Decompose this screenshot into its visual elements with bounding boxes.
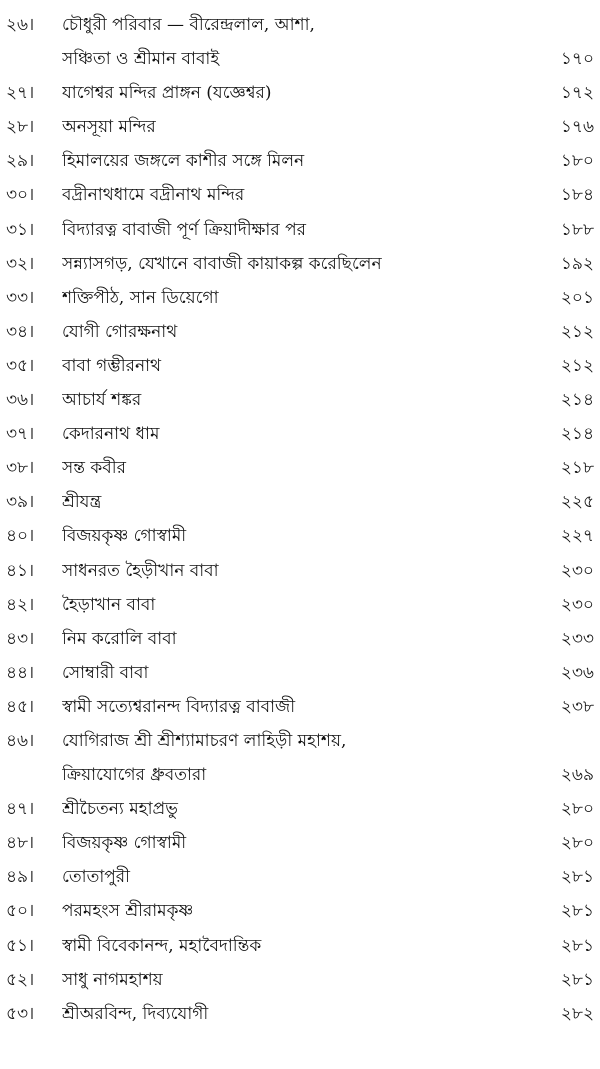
toc-entry <box>0 519 600 553</box>
entry-page-number: ২১২ <box>560 321 594 342</box>
entry-title-line: সোম্বারী বাবা <box>62 662 149 683</box>
entry-number: ২৯। <box>6 151 35 172</box>
toc-entry <box>0 826 600 860</box>
entry-title <box>62 894 530 928</box>
entry-page-number: ১৯২ <box>560 253 594 274</box>
entry-title-line: স্বামী বিবেকানন্দ, মহাবৈদান্তিক <box>62 935 262 956</box>
entry-page-number: ২৬৯ <box>560 765 594 786</box>
toc-entry <box>0 144 600 178</box>
entry-title-line: হিমালয়ের জঙ্গলে কাশীর সঙ্গে মিলন <box>62 151 305 172</box>
entry-number: ৪৫। <box>6 696 35 717</box>
toc-entry <box>0 417 600 451</box>
toc-entry <box>0 76 600 110</box>
toc-entry <box>0 451 600 485</box>
toc-entry <box>0 315 600 349</box>
toc-entry <box>0 588 600 622</box>
entry-page-number: ২৩০ <box>560 560 594 581</box>
entry-page-number: ২৩০ <box>560 594 594 615</box>
entry-page-number: ১৮৮ <box>560 219 594 240</box>
entry-title <box>62 929 530 963</box>
entry-title <box>62 451 530 485</box>
entry-title <box>62 213 530 247</box>
entry-title-line: বিদ্যারত্ন বাবাজী পূর্ণ ক্রিয়াদীক্ষার পর <box>62 219 306 240</box>
entry-title <box>62 622 530 656</box>
entry-title <box>62 76 530 110</box>
entry-number: ৪২। <box>6 594 35 615</box>
entry-number: ৪৭। <box>6 799 35 820</box>
entry-page-number: ২৮১ <box>560 867 594 888</box>
entry-title <box>62 690 530 724</box>
entry-number: ৩৫। <box>6 355 35 376</box>
entry-number: ৪১। <box>6 560 35 581</box>
entry-page-number: ২৮০ <box>560 799 594 820</box>
entry-title-line: ক্রিয়াযোগের ধ্রুবতারা <box>62 765 207 786</box>
entry-title <box>62 860 530 894</box>
toc-entry <box>0 963 600 997</box>
entry-title <box>62 997 530 1031</box>
entry-title <box>62 110 530 144</box>
toc-entry <box>0 281 600 315</box>
entry-title <box>62 485 530 519</box>
entry-title <box>62 8 530 76</box>
entry-title-line: কেদারনাথ ধাম <box>62 424 160 445</box>
entry-title <box>62 144 530 178</box>
entry-number: ২৮। <box>6 117 35 138</box>
entry-page-number: ২৩৮ <box>560 696 594 717</box>
entry-title-line: হৈড়াখান বাবা <box>62 594 156 615</box>
entry-title-line: সন্ন্যাসগড়, যেখানে বাবাজী কায়াকল্প করেছিলেন <box>62 253 382 274</box>
toc-entry <box>0 997 600 1031</box>
entry-page-number: ২২৫ <box>560 492 594 513</box>
entry-title <box>62 315 530 349</box>
entry-title <box>62 349 530 383</box>
entry-title-line: তোতাপুরী <box>62 867 131 888</box>
entry-number: ৪৪। <box>6 662 35 683</box>
toc-entry <box>0 247 600 281</box>
entry-title-line: নিম করোলি বাবা <box>62 628 177 649</box>
entry-title-line: শ্রীঅরবিন্দ, দিব্যযোগী <box>62 1003 209 1024</box>
entry-title <box>62 417 530 451</box>
entry-number: ৫১। <box>6 935 35 956</box>
entry-title <box>62 792 530 826</box>
toc-entry <box>0 178 600 212</box>
toc-entry <box>0 213 600 247</box>
entry-page-number: ২১৪ <box>560 390 594 411</box>
entry-page-number: ১৭০ <box>560 49 594 70</box>
entry-page-number: ২২৭ <box>560 526 594 547</box>
toc-entry <box>0 929 600 963</box>
toc-entry <box>0 792 600 826</box>
entry-title <box>62 656 530 690</box>
toc-entry <box>0 8 600 76</box>
entry-page-number: ২৩৩ <box>560 628 594 649</box>
toc-entry <box>0 383 600 417</box>
entry-page-number: ২১২ <box>560 355 594 376</box>
entry-number: ৩৬। <box>6 390 35 411</box>
entry-title-line: অনসূয়া মন্দির <box>62 117 156 138</box>
entry-number: ৫২। <box>6 969 35 990</box>
entry-page-number: ২৩৬ <box>560 662 594 683</box>
entry-number: ৩৮। <box>6 458 35 479</box>
entry-number: ৫৩। <box>6 1003 35 1024</box>
toc-entry <box>0 690 600 724</box>
entry-title-line: যোগিরাজ শ্রী শ্রীশ্যামাচরণ লাহিড়ী মহাশয়, <box>62 730 347 751</box>
entry-number: ৩৯। <box>6 492 35 513</box>
entry-title-line: শক্তিপীঠ, সান ডিয়েগো <box>62 287 219 308</box>
entry-page-number: ১৭৬ <box>560 117 594 138</box>
entry-page-number: ২৮২ <box>560 1003 594 1024</box>
entry-number: ৪৮। <box>6 833 35 854</box>
entry-title-line: শ্রীযন্ত্র <box>62 492 102 513</box>
entry-title <box>62 281 530 315</box>
entry-title-line: বিজয়কৃষ্ণ গোস্বামী <box>62 833 187 854</box>
entry-title <box>62 519 530 553</box>
entry-title <box>62 554 530 588</box>
entry-title <box>62 826 530 860</box>
entry-page-number: ২১৪ <box>560 424 594 445</box>
entry-title-line: চৌধুরী পরিবার — বীরেন্দ্রলাল, আশা, <box>62 15 315 35</box>
entry-title <box>62 963 530 997</box>
toc-entry <box>0 860 600 894</box>
entry-page-number: ২৮১ <box>560 969 594 990</box>
entry-number: ২৬। <box>6 15 35 35</box>
entry-title-line: বদ্রীনাথধামে বদ্রীনাথ মন্দির <box>62 185 245 206</box>
entry-title <box>62 247 530 281</box>
entry-title-line: স্বামী সত্যেশ্বরানন্দ বিদ্যারত্ন বাবাজী <box>62 696 296 717</box>
entry-number: ৩৩। <box>6 287 35 308</box>
entry-title <box>62 588 530 622</box>
entry-number: ৪৯। <box>6 867 35 888</box>
entry-title-line: যোগী গোরক্ষনাথ <box>62 321 178 342</box>
entry-page-number: ১৭২ <box>560 83 594 104</box>
entry-title-line: সন্ত কবীর <box>62 458 126 479</box>
toc-entry <box>0 622 600 656</box>
toc-entry <box>0 485 600 519</box>
entry-page-number: ২৮১ <box>560 935 594 956</box>
entry-number: ৩১। <box>6 219 35 240</box>
entry-title-line: বাবা গম্ভীরনাথ <box>62 355 162 376</box>
entry-title <box>62 178 530 212</box>
entry-title-line: শ্রীচৈতন্য মহাপ্রভু <box>62 799 178 820</box>
entry-number: ৩২। <box>6 253 35 274</box>
entry-title <box>62 383 530 417</box>
entry-title <box>62 724 530 792</box>
toc-entry <box>0 554 600 588</box>
toc-entry <box>0 894 600 928</box>
entry-title-line: যাগেশ্বর মন্দির প্রাঙ্গন (যজ্ঞেশ্বর) <box>62 83 272 104</box>
entry-number: ৩০। <box>6 185 35 206</box>
entry-number: ২৭। <box>6 83 35 104</box>
entry-number: ৩৪। <box>6 321 35 342</box>
entry-number: ৪০। <box>6 526 35 547</box>
entry-title-line: পরমহংস শ্রীরামকৃষ্ণ <box>62 901 194 922</box>
toc-entry <box>0 724 600 792</box>
entry-page-number: ২৮০ <box>560 833 594 854</box>
entry-title-line: বিজয়কৃষ্ণ গোস্বামী <box>62 526 187 547</box>
entry-title-line: সাধু নাগমহাশয় <box>62 969 163 990</box>
entry-number: ৩৭। <box>6 424 35 445</box>
entry-page-number: ১৮৪ <box>560 185 594 206</box>
toc-entry <box>0 110 600 144</box>
entry-page-number: ২০১ <box>560 287 594 308</box>
entry-number: ৫০। <box>6 901 35 922</box>
entry-page-number: ২১৮ <box>560 458 594 479</box>
entry-number: ৪৬। <box>6 730 35 751</box>
toc-entry <box>0 349 600 383</box>
entry-number: ৪৩। <box>6 628 35 649</box>
entry-page-number: ২৮১ <box>560 901 594 922</box>
entry-page-number: ১৮০ <box>560 151 594 172</box>
toc-entry <box>0 656 600 690</box>
entry-title-line: সাধনরত হৈড়ীখান বাবা <box>62 560 219 581</box>
entry-title-line: আচার্য শঙ্কর <box>62 390 142 411</box>
entry-title-line: সঞ্চিতা ও শ্রীমান বাবাই <box>62 49 220 70</box>
